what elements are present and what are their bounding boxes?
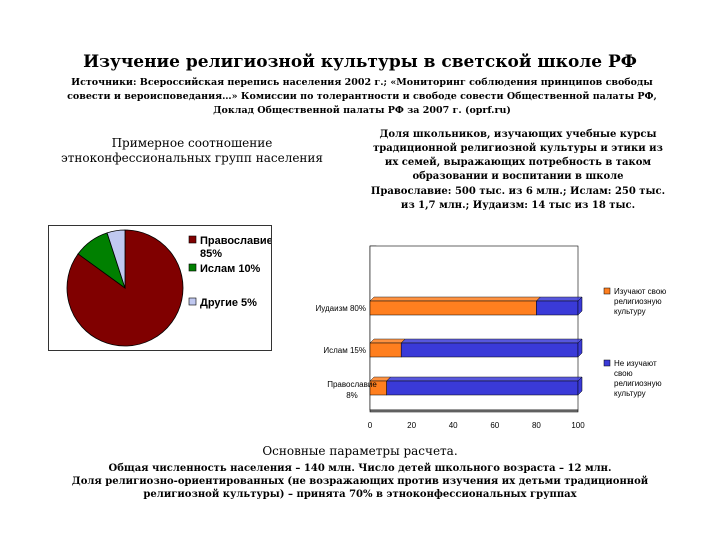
- category-label: Православие 8%: [327, 380, 377, 400]
- bar-chart-frame: [288, 238, 688, 430]
- pie-chart: [49, 226, 271, 350]
- pie-legend-swatch: [189, 236, 196, 243]
- bar-caption-main: Доля школьников, изучающих учебные курсы традиционной религиозной культуры и этики из их семей, выражающих потребность в таком образовании и воспитании в школе: [373, 129, 663, 182]
- bar-segment-top: [370, 339, 405, 343]
- bar-legend-swatch: [604, 288, 610, 294]
- bar-segment: [536, 301, 578, 315]
- x-tick-label: 0: [367, 421, 373, 430]
- x-tick-label: 100: [571, 421, 585, 430]
- category-label: Иудаизм 80%: [315, 304, 366, 313]
- x-tick-label: 20: [407, 421, 417, 430]
- params-line-1: Общая численность населения – 140 млн. Число детей школьного возраста – 12 млн.: [108, 463, 612, 474]
- slide-title: Изучение религиозной культуры в светской школе РФ: [83, 52, 637, 72]
- bar-segment-top: [536, 297, 582, 301]
- pie-legend-label: Православие 85%: [200, 235, 271, 260]
- x-tick-label: 40: [448, 421, 458, 430]
- bar-segment: [401, 343, 578, 357]
- bar-caption: [368, 128, 668, 213]
- pie-caption: Примерное соотношение этноконфессиональных групп населения: [60, 136, 323, 165]
- category-label: Ислам 15%: [323, 346, 366, 355]
- bar-legend-swatch: [604, 360, 610, 366]
- sources-note: Источники: Всероссийская перепись населения 2002 г.; «Мониторинг соблюдения принципов свободы совести и вероисповедания…» Комиссии по толерантности и свободе совести Общественной палаты РФ, Доклад Общественной палаты РФ за 2007 г. (oprf.ru): [67, 77, 657, 116]
- bar-segment: [370, 343, 401, 357]
- params-line-2: Доля религиозно-ориентированных (не возражающих против изучения их детьми традиционной религиозной культуры) – принята 70% в этноконфессиональных группах: [71, 476, 649, 500]
- bar-segment-top: [370, 297, 540, 301]
- bar-segment-top: [401, 339, 582, 343]
- pie-legend-swatch: [189, 264, 196, 271]
- params-text: [40, 462, 680, 501]
- bar-segment: [370, 301, 536, 315]
- pie-legend-swatch: [189, 298, 196, 305]
- pie-legend-label: Ислам 10%: [200, 263, 261, 275]
- bar-segment-top: [387, 377, 582, 381]
- pie-chart-frame: [48, 225, 272, 351]
- bar-chart: [288, 238, 688, 430]
- params-heading: Основные параметры расчета.: [262, 444, 458, 458]
- x-tick-label: 80: [531, 421, 541, 430]
- bar-floor: [370, 410, 578, 412]
- bar-legend-label: Изучают свою религиозную культуру: [614, 287, 667, 316]
- pie-legend-label: Другие 5%: [200, 297, 257, 309]
- x-tick-label: 60: [490, 421, 500, 430]
- bar-legend-label: Не изучают свою религиозную культуру: [614, 359, 662, 398]
- bar-caption-sub: Православие: 500 тыс. из 6 млн.; Ислам: 250 тыс. из 1,7 млн.; Иудаизм: 14 тыс из 18 тыс.: [370, 186, 666, 211]
- bar-segment: [387, 381, 578, 395]
